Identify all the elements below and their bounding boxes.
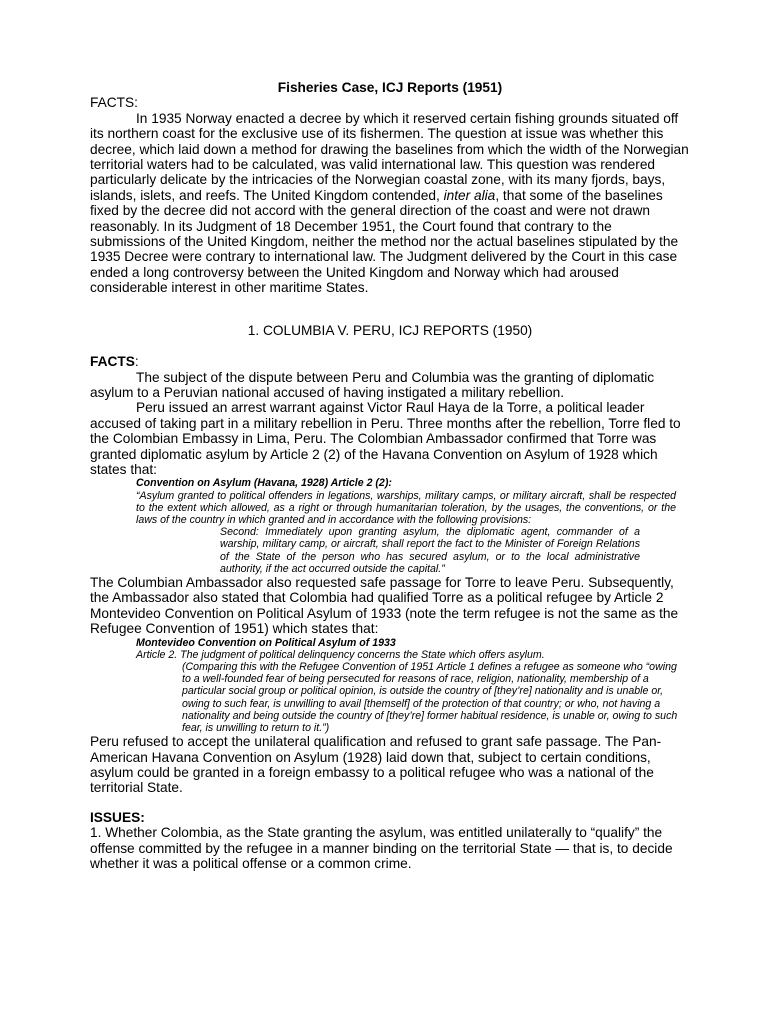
fisheries-facts-paragraph [90,111,690,296]
issues-label: ISSUES: [90,809,145,825]
fisheries-facts-label: FACTS: [90,95,138,111]
inter-alia-text: inter alia [443,187,496,203]
havana-quote-body: “Asylum granted to political offenders in legations, warships, military camps, or military aircraft, shall be respected to the extent which allowed, as a right or through humanitarian toleration, by the usages, the conventions, or the laws of the country in which granted and in accordance with the following provisions: [136,489,676,526]
montevideo-quote-title: Montevideo Convention on Political Asylum of 1933 [136,636,396,649]
columbia-facts-label-text: FACTS [90,354,135,370]
document-body [90,80,690,871]
fisheries-paragraph-part-a: In 1935 Norway enacted a decree by which it reserved certain fishing grounds situated off its northern coast for the exclusive use of its fishermen. The question at issue was whether this decree, which laid down a method for drawing the baselines from which the width of the Norwegian territorial waters had to be calculated, was valid international law. This question was rendered particularly delicate by the intricacies of the Norwegian coastal zone, with its many fjords, bays, islands, islets, and reefs. The United Kingdom contended, [90,110,689,203]
montevideo-quote-article: Article 2. The judgment of political delinquency concerns the State which offers asylum. [136,648,545,661]
montevideo-quote-note: (Comparing this with the Refugee Convention of 1951 Article 1 defines a refugee as someone who “owing to a well-founded fear of being persecuted for reasons of race, religion, nationality, membership of a particular social group or political opinion, is outside the country of [they’re] nationality and is unable or, owing to such fear, is unwilling to avail [themself] of the protection of that country; or who, not having a nationality and being outside the country of [they’re] former habitual residence, is unable or, owing to such fear, is unwilling to return to it.”) [182,661,678,735]
havana-quote-second-provision: Second: Immediately upon granting asylum, the diplomatic agent, commander of a warship, military camp, or aircraft, shall report the fact to the Minister of Foreign Relations of the State of the person who has secured asylum, or to the local administrative authority, if the act occurred outside the capital.” [220,526,640,575]
havana-quote-title: Convention on Asylum (Havana, 1928) Article 2 (2): [136,477,392,490]
columbia-facts-label [90,354,690,369]
columbia-facts-paragraph-1: The subject of the dispute between Peru and Columbia was the granting of diplomatic asylum to a Peruvian national accused of having instigated a military rebellion. [90,369,655,400]
columbia-facts-label-colon: : [134,354,139,370]
columbia-facts-paragraph-2: Peru issued an arrest warrant against Victor Raul Haya de la Torre, a political leader accused of taking part in a military rebellion in Peru. Three months after the rebellion, Torre fled to the Colombian Embassy in Lima, Peru. The Colombian Ambassador confirmed that Torre was granted diplomatic asylum by Article 2 (2) of the Havana Convention on Asylum of 1928 which states that: [90,400,681,477]
columbia-facts-paragraph-3: The Columbian Ambassador also requested safe passage for Torre to leave Peru. Subsequently, the Ambassador also stated that Colombia had qualified Torre as a political refugee by Article 2 Montevideo Convention on Political Asylum of 1933 (note the term refugee is not the same as the Refugee Convention of 1951) which states that: [90,574,679,637]
columbia-facts-paragraph-4: Peru refused to accept the unilateral qualification and refused to grant safe passage. The Pan-American Havana Convention on Asylum (1928) laid down that, subject to certain conditions, asylum could be granted in a foreign embassy to a political refugee who was a national of the territorial State. [90,734,662,796]
issue-1: 1. Whether Colombia, as the State granting the asylum, was entitled unilaterally to “qualify” the offense committed by the refugee in a manner binding on the territorial State — that is, to decide whether it was a political offense or a common crime. [90,825,673,872]
fisheries-case-title: Fisheries Case, ICJ Reports (1951) [277,80,503,95]
columbia-case-heading: 1. COLUMBIA V. PERU, ICJ REPORTS (1950) [247,322,533,338]
fisheries-paragraph-part-b: , that some of the baselines fixed by the decree did not accord with the general direction of the coast and were not drawn reasonably. In its Judgment of 18 December 1951, the Court found that contrary to the submissions of the United Kingdom, neither the method nor the actual baselines stipulated by the 1935 Decree were contrary to international law. The Judgment delivered by the Court in this case ended a long controversy between the United Kingdom and Norway which had aroused considerable interest in other maritime States. [90,187,679,296]
